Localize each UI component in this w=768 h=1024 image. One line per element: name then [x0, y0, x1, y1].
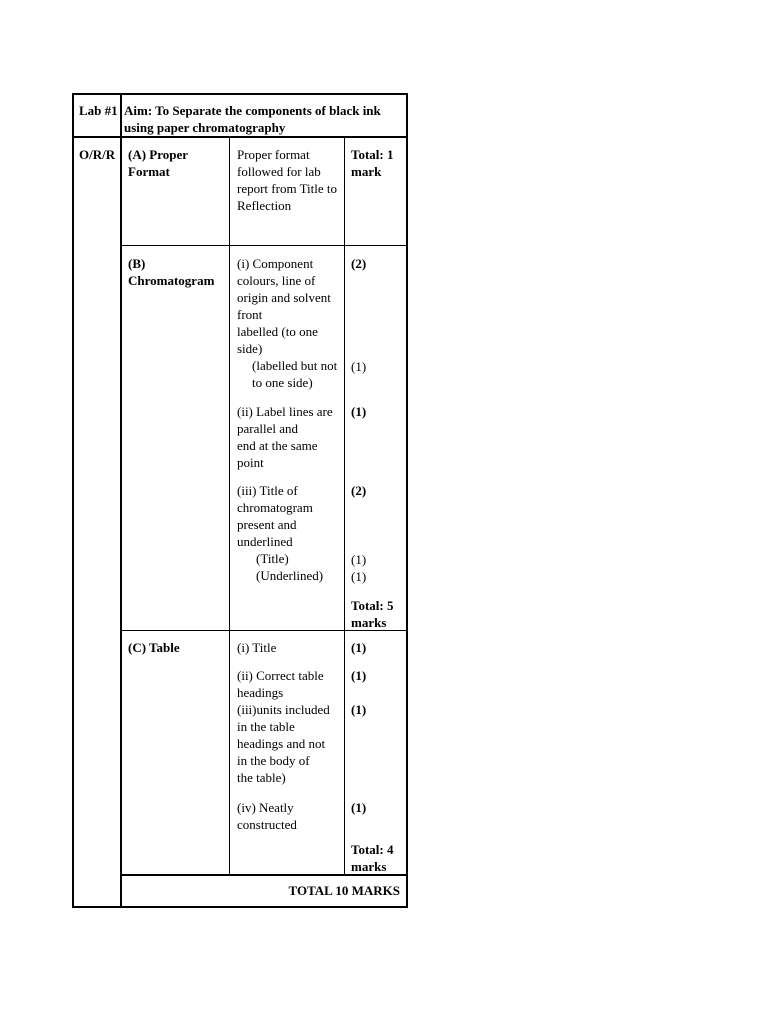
total-line: Total: 4: [351, 842, 394, 857]
column-divider-3: [344, 137, 345, 875]
lab-number: Lab #1: [79, 103, 118, 118]
section-c-criterion-1-mark: (1): [351, 640, 367, 655]
sub-mark: (1): [351, 569, 367, 584]
criteria-line: chromatogram: [237, 500, 313, 515]
column-divider-2: [229, 137, 230, 875]
section-c-criterion-2-mark: (1): [351, 668, 367, 683]
section-c-criterion-4: [237, 799, 297, 833]
section-c-criterion-4-mark: (1): [351, 800, 367, 815]
section-c-criterion-3: [237, 701, 330, 786]
criteria-sub-line: (Title): [256, 551, 289, 566]
criteria-sub-line: to one side): [252, 375, 313, 390]
criteria-line: (ii) Correct table: [237, 668, 324, 683]
criteria-line: headings and not: [237, 736, 326, 751]
section-b-criterion-1: [237, 255, 337, 391]
table-border-bottom: [72, 906, 408, 908]
criteria-line: (ii) Label lines are: [237, 404, 333, 419]
total-line: mark: [351, 164, 382, 179]
criteria-line: in the body of: [237, 753, 310, 768]
criteria-line: report from Title to: [237, 181, 338, 196]
grand-total: TOTAL 10 MARKS: [288, 883, 400, 898]
criteria-line: end at the same: [237, 438, 318, 453]
criteria-line: the table): [237, 770, 286, 785]
criteria-line: colours, line of: [237, 273, 316, 288]
section-b-criterion-3: [237, 482, 323, 584]
section-b-criterion-3-mark: (2): [351, 483, 367, 498]
total-line: marks: [351, 615, 387, 630]
section-c-criterion-3-mark: (1): [351, 702, 367, 717]
section-a-title: [128, 146, 188, 180]
criteria-line: Reflection: [237, 198, 292, 213]
section-title-line: (B): [128, 256, 146, 271]
total-line: Total: 5: [351, 598, 394, 613]
orr-label: O/R/R: [79, 147, 116, 162]
row-divider-header: [72, 136, 408, 138]
criteria-line: followed for lab: [237, 164, 321, 179]
aim-line: using paper chromatography: [124, 120, 286, 135]
criteria-line: (i) Component: [237, 256, 314, 271]
section-b-criterion-1-sub-mark: (1): [351, 359, 367, 374]
column-divider-1: [120, 93, 122, 908]
section-a-total: [351, 146, 394, 180]
section-b-total: [351, 597, 394, 631]
section-c-criterion-2: [237, 667, 324, 701]
criteria-line: side): [237, 341, 263, 356]
section-title-line: Chromatogram: [128, 273, 215, 288]
criteria-line: in the table: [237, 719, 295, 734]
table-border-left: [72, 93, 74, 908]
table-border-top: [72, 93, 408, 95]
criteria-line: present and: [237, 517, 297, 532]
section-b-title: [128, 255, 214, 289]
criteria-sub-line: (Underlined): [256, 568, 324, 583]
section-b-criterion-3-sub-marks: [351, 551, 366, 585]
section-a-criteria: [237, 146, 337, 214]
aim-line: Aim: To Separate the components of black ink: [124, 103, 381, 118]
section-title-line: (A) Proper: [128, 147, 189, 162]
lab-aim: [124, 102, 381, 136]
criteria-line: parallel and: [237, 421, 298, 436]
section-b-criterion-2-mark: (1): [351, 404, 367, 419]
total-line: Total: 1: [351, 147, 394, 162]
criteria-line: constructed: [237, 817, 297, 832]
total-line: marks: [351, 859, 387, 874]
criteria-line: front: [237, 307, 263, 322]
criteria-sub-line: (labelled but not: [252, 358, 338, 373]
section-title-line: Format: [128, 164, 170, 179]
criteria-line: underlined: [237, 534, 293, 549]
section-c-title: (C) Table: [128, 640, 180, 655]
criteria-line: Proper format: [237, 147, 310, 162]
criteria-line: point: [237, 455, 264, 470]
table-border-right: [406, 93, 408, 908]
section-c-total: [351, 841, 394, 875]
section-b-criterion-1-mark: (2): [351, 256, 367, 271]
criteria-line: (iii)units included: [237, 702, 330, 717]
sub-mark: (1): [351, 552, 367, 567]
row-divider-a: [121, 245, 408, 246]
criteria-line: (iii) Title of: [237, 483, 298, 498]
section-b-criterion-2: [237, 403, 333, 471]
section-c-criterion-1: (i) Title: [237, 640, 277, 655]
criteria-line: origin and solvent: [237, 290, 331, 305]
criteria-line: (iv) Neatly: [237, 800, 294, 815]
criteria-line: headings: [237, 685, 284, 700]
criteria-line: labelled (to one: [237, 324, 318, 339]
